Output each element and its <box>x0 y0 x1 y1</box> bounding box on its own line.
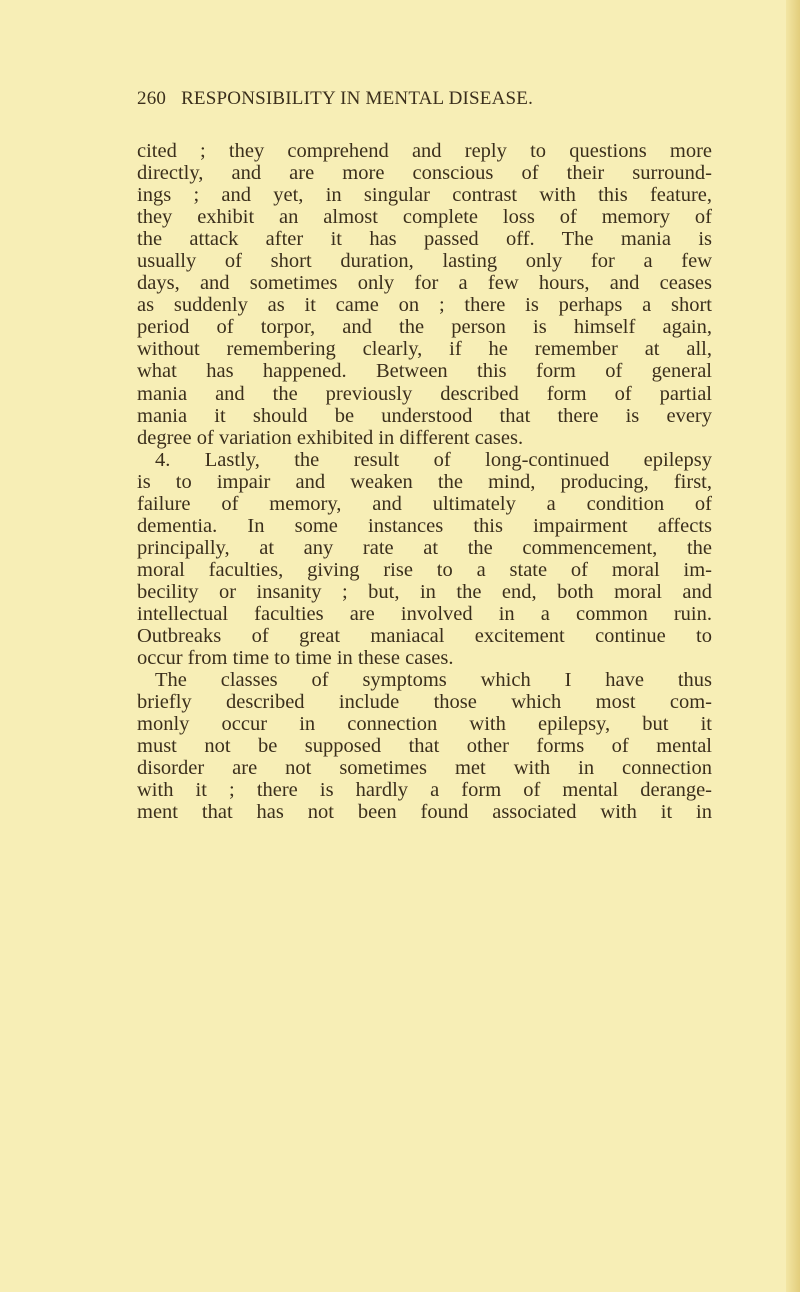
text-line: The classes of symptoms which I have thus <box>155 669 712 692</box>
running-header <box>137 88 712 110</box>
text-line: principally, at any rate at the commencement, the <box>137 536 712 559</box>
text-line: disorder are not sometimes met with in connection <box>137 757 712 780</box>
text-line: directly, and are more conscious of their surround- <box>137 162 712 185</box>
text-line: must not be supposed that other forms of mental <box>137 735 712 758</box>
text-line: ings ; and yet, in singular contrast with this feature, <box>137 184 712 207</box>
text-line: becility or insanity ; but, in the end, both moral and <box>137 580 712 603</box>
text-line: ment that has not been found associated with it in <box>137 801 712 824</box>
text-line: they exhibit an almost complete loss of memory of <box>137 206 712 229</box>
text-line: days, and sometimes only for a few hours, and ceases <box>137 272 712 295</box>
text-line: briefly described include those which most com- <box>137 691 712 714</box>
text-line: monly occur in connection with epilepsy, but it <box>137 713 712 736</box>
text-line: with it ; there is hardly a form of mental derange- <box>137 779 712 802</box>
text-line: Outbreaks of great maniacal excitement continue to <box>137 625 712 648</box>
text-line: 4. Lastly, the result of long-continued epilepsy <box>155 448 712 471</box>
text-line: usually of short duration, lasting only for a few <box>137 250 712 273</box>
text-line: without remembering clearly, if he remember at all, <box>137 338 712 361</box>
text-line: failure of memory, and ultimately a condition of <box>137 492 712 515</box>
page-edge-shadow <box>786 0 800 1292</box>
body-text <box>137 140 712 823</box>
text-line: mania it should be understood that there is every <box>137 404 712 427</box>
text-line: occur from time to time in these cases. <box>137 647 454 670</box>
text-line: dementia. In some instances this impairment affects <box>137 514 712 537</box>
text-line: mania and the previously described form of partial <box>137 382 712 405</box>
text-line: what has happened. Between this form of general <box>137 360 712 383</box>
text-line: intellectual faculties are involved in a common ruin. <box>137 602 712 625</box>
text-line: is to impair and weaken the mind, producing, first, <box>137 470 712 493</box>
text-line: degree of variation exhibited in different cases. <box>137 426 524 449</box>
page-number: 260 <box>137 88 167 109</box>
text-line: cited ; they comprehend and reply to questions more <box>137 140 712 162</box>
text-line: as suddenly as it came on ; there is perhaps a short <box>137 294 712 317</box>
text-line: period of torpor, and the person is himself again, <box>137 316 712 339</box>
text-line: the attack after it has passed off. The mania is <box>137 228 712 251</box>
text-line: moral faculties, giving rise to a state of moral im- <box>137 558 712 581</box>
running-title: RESPONSIBILITY IN MENTAL DISEASE. <box>181 88 534 109</box>
